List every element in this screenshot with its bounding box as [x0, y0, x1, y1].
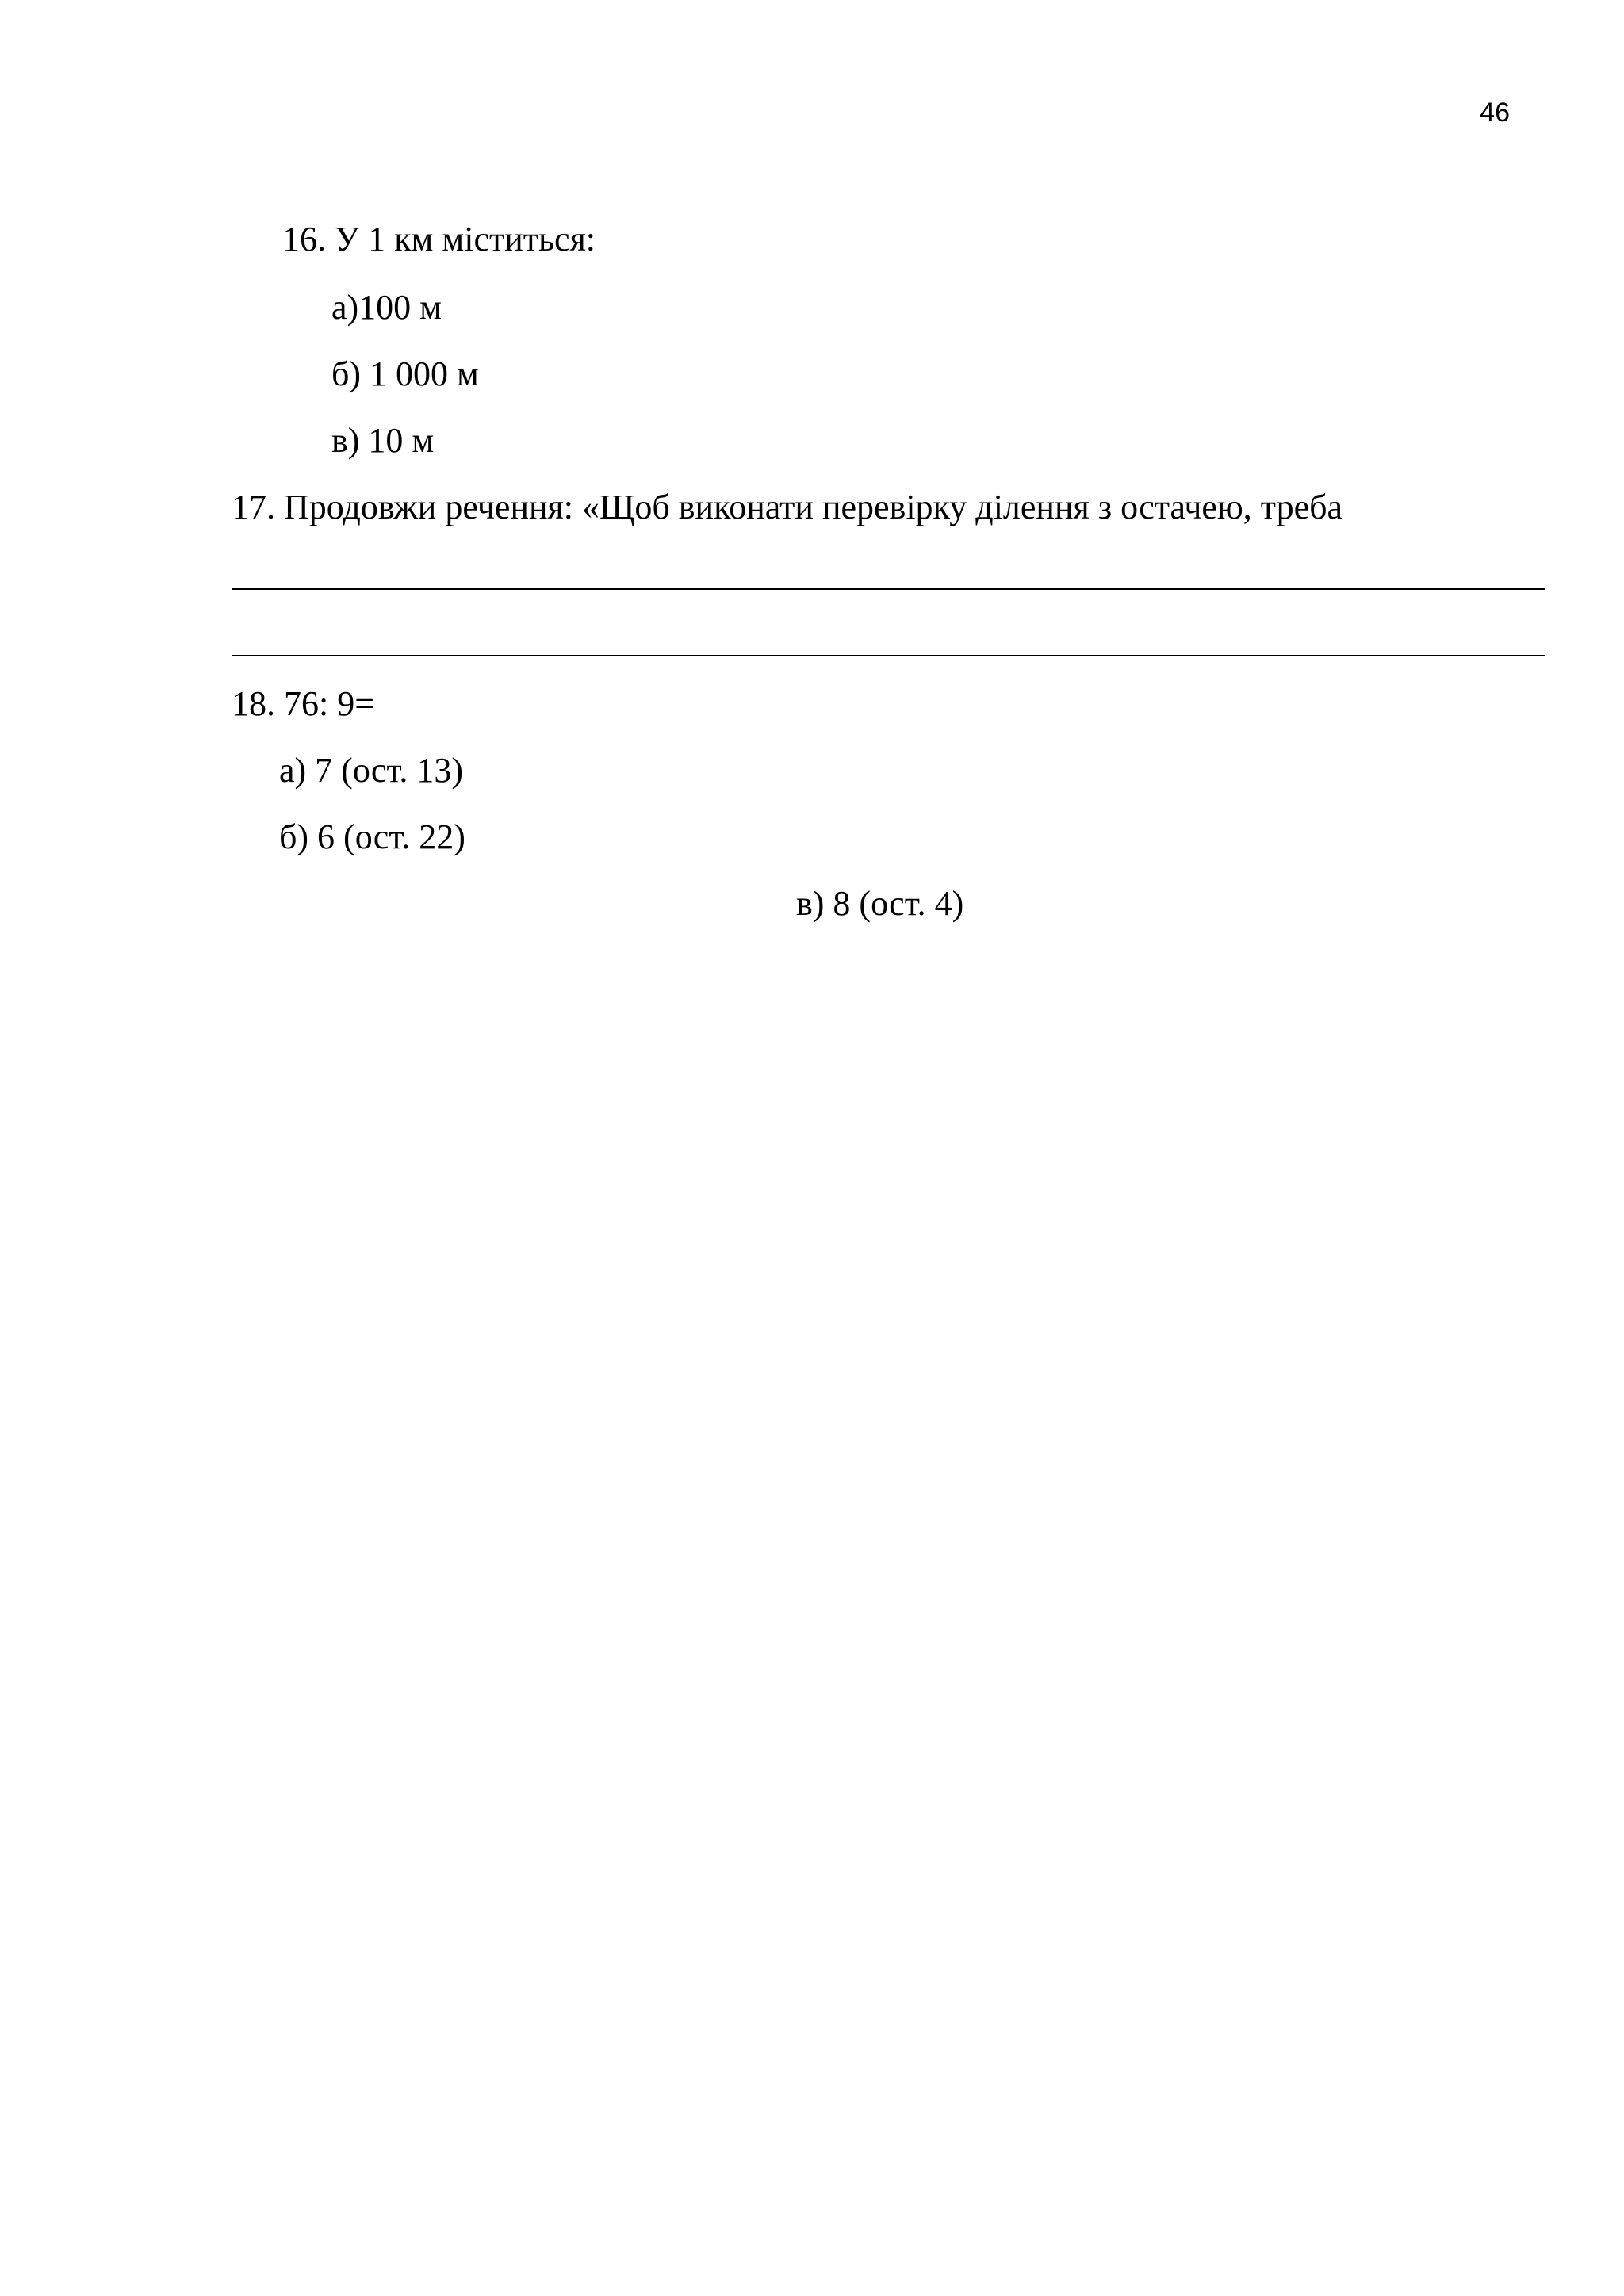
answer-line-1 [232, 588, 1545, 590]
question-16-option-a: а)100 м [331, 288, 442, 327]
question-18: 18. 76: 9= [232, 684, 375, 723]
page-number: 46 [1480, 98, 1510, 128]
question-18-option-a: а) 7 (ост. 13) [279, 751, 464, 790]
question-18-option-b: б) 6 (ост. 22) [279, 817, 465, 856]
question-18-option-c: в) 8 (ост. 4) [796, 884, 964, 923]
question-16-option-b: б) 1 000 м [331, 354, 479, 393]
question-16: 16. У 1 км міститься: [282, 220, 596, 258]
question-16-option-c: в) 10 м [331, 421, 435, 460]
answer-line-2 [232, 655, 1545, 656]
question-17: 17. Продовжи речення: «Щоб виконати перевірку ділення з остачею, треба [232, 488, 1343, 526]
